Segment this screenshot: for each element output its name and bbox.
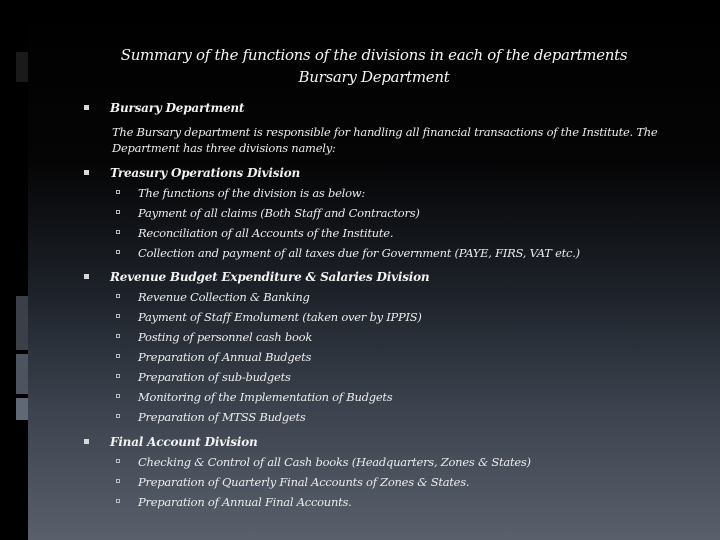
- section-heading-text: Final Account Division: [110, 435, 258, 449]
- hollow-square-bullet-icon: [116, 294, 120, 298]
- section-paragraph: The Bursary department is responsible for handling all financial transactions of the Institute. The Department has three divisions namely:: [112, 125, 658, 155]
- list-item-text: Collection and payment of all taxes due for Government (PAYE, FIRS, VAT etc.): [138, 246, 580, 260]
- list-item: [138, 185, 365, 201]
- hollow-square-bullet-icon: [116, 414, 120, 418]
- square-bullet-icon: [84, 274, 89, 279]
- hollow-square-bullet-icon: [116, 459, 120, 463]
- list-item-text: Preparation of Annual Final Accounts.: [138, 495, 352, 509]
- hollow-square-bullet-icon: [116, 210, 120, 214]
- hollow-square-bullet-icon: [116, 479, 120, 483]
- accent-bar: [16, 354, 28, 394]
- accent-bar: [16, 52, 28, 82]
- list-item-text: Preparation of MTSS Budgets: [138, 410, 306, 424]
- list-item: [138, 409, 306, 425]
- list-item-text: Checking & Control of all Cash books (Headquarters, Zones & States): [138, 455, 531, 469]
- list-item: [138, 329, 312, 345]
- list-item: [138, 289, 310, 305]
- list-item: [138, 389, 392, 405]
- section-heading-text: Treasury Operations Division: [110, 166, 301, 180]
- list-item-text: Reconciliation of all Accounts of the Institute.: [138, 226, 394, 240]
- list-item: [138, 309, 422, 325]
- list-item-text: Payment of Staff Emolument (taken over by IPPIS): [138, 310, 422, 324]
- slide: [28, 0, 720, 540]
- section-heading: [110, 434, 258, 450]
- list-item-text: Posting of personnel cash book: [138, 330, 313, 344]
- section-heading: [110, 165, 300, 181]
- hollow-square-bullet-icon: [116, 334, 120, 338]
- accent-bar: [16, 296, 28, 350]
- list-item: [138, 454, 531, 470]
- list-item: [138, 245, 580, 261]
- list-item-text: Preparation of sub-budgets: [138, 370, 291, 384]
- list-item: [138, 494, 352, 510]
- list-item-text: The functions of the division is as below:: [138, 186, 365, 200]
- slide-title-line-2: Bursary Department: [298, 68, 450, 86]
- hollow-square-bullet-icon: [116, 230, 120, 234]
- list-item: [138, 474, 469, 490]
- list-item-text: Preparation of Annual Budgets: [138, 350, 312, 364]
- square-bullet-icon: [84, 439, 89, 444]
- hollow-square-bullet-icon: [116, 499, 120, 503]
- square-bullet-icon: [84, 170, 89, 175]
- hollow-square-bullet-icon: [116, 374, 120, 378]
- list-item-text: Preparation of Quarterly Final Accounts of Zones & States.: [138, 475, 470, 489]
- list-item-text: Revenue Collection & Banking: [138, 290, 310, 304]
- hollow-square-bullet-icon: [116, 190, 120, 194]
- accent-bar: [16, 398, 28, 420]
- section-heading-text: Revenue Budget Expenditure & Salaries Division: [110, 270, 430, 284]
- list-item: [138, 225, 393, 241]
- list-item-text: Payment of all claims (Both Staff and Contractors): [138, 206, 420, 220]
- hollow-square-bullet-icon: [116, 314, 120, 318]
- left-edge-strip: [0, 0, 28, 540]
- slide-title-line-1: Summary of the functions of the divisions in each of the departments: [120, 46, 628, 64]
- hollow-square-bullet-icon: [116, 354, 120, 358]
- list-item: [138, 369, 291, 385]
- list-item-text: Monitoring of the Implementation of Budgets: [138, 390, 393, 404]
- list-item: [138, 205, 420, 221]
- section-heading-text: Bursary Department: [110, 101, 245, 115]
- square-bullet-icon: [84, 105, 89, 110]
- hollow-square-bullet-icon: [116, 394, 120, 398]
- section-heading: [110, 269, 429, 285]
- list-item: [138, 349, 311, 365]
- slide-content: [28, 0, 720, 540]
- section-heading: [110, 100, 244, 116]
- hollow-square-bullet-icon: [116, 250, 120, 254]
